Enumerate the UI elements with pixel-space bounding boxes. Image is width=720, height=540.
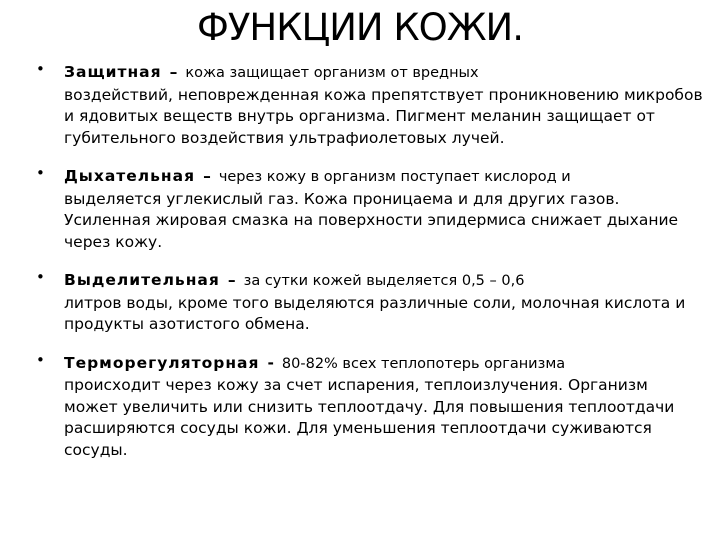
- item-dash: –: [227, 271, 236, 289]
- functions-list: [36, 62, 704, 461]
- item-term: Выделительная: [64, 271, 220, 289]
- item-dash: –: [203, 167, 211, 185]
- item-lead: через кожу в организм поступает кислород и: [218, 169, 571, 185]
- item-dash: –: [169, 63, 178, 81]
- item-term: Защитная: [64, 63, 162, 81]
- list-item-thermoregulatory: [36, 350, 704, 462]
- bullet-icon: •: [36, 60, 45, 78]
- item-lead: кожа защищает организм от вредных: [185, 65, 479, 81]
- item-lead: за сутки кожей выделяется 0,5 – 0,6: [243, 273, 525, 289]
- item-text: выделяется углекислый газ. Кожа проницаема и для других газов. Усиленная жировая смазка на поверхности эпидермиса снижает дыхание через кожу.: [64, 189, 679, 251]
- item-term: Терморегуляторная: [64, 353, 260, 372]
- item-text: воздействий, неповрежденная кожа препятствует проникновению микробов и ядовитых веществ внутрь организма. Пигмент меланин защищает от губительного воздействия ультрафиолетовых лучей.: [64, 85, 703, 147]
- bullet-icon: •: [36, 164, 45, 182]
- list-item-excretory: [36, 270, 704, 336]
- item-dash: -: [267, 353, 274, 372]
- slide-title: ФУНКЦИИ КОЖИ.: [196, 6, 524, 49]
- bullet-icon: •: [36, 268, 45, 286]
- item-lead: 80-82% всех теплопотерь организма: [281, 355, 566, 372]
- list-item-respiratory: [36, 166, 704, 253]
- bullet-icon: •: [36, 350, 45, 369]
- item-text: литров воды, кроме того выделяются различные соли, молочная кислота и продукты азотистого обмена.: [64, 293, 686, 333]
- list-item-protective: [36, 62, 704, 149]
- item-text: происходит через кожу за счет испарения, теплоизлучения. Организм может увеличить или снизить теплоотдачу. Для повышения теплоотдачи расширяются сосуды кожи. Для уменьшения теплоотдачи суживаются сосуды.: [64, 376, 675, 459]
- item-term: Дыхательная: [64, 167, 196, 185]
